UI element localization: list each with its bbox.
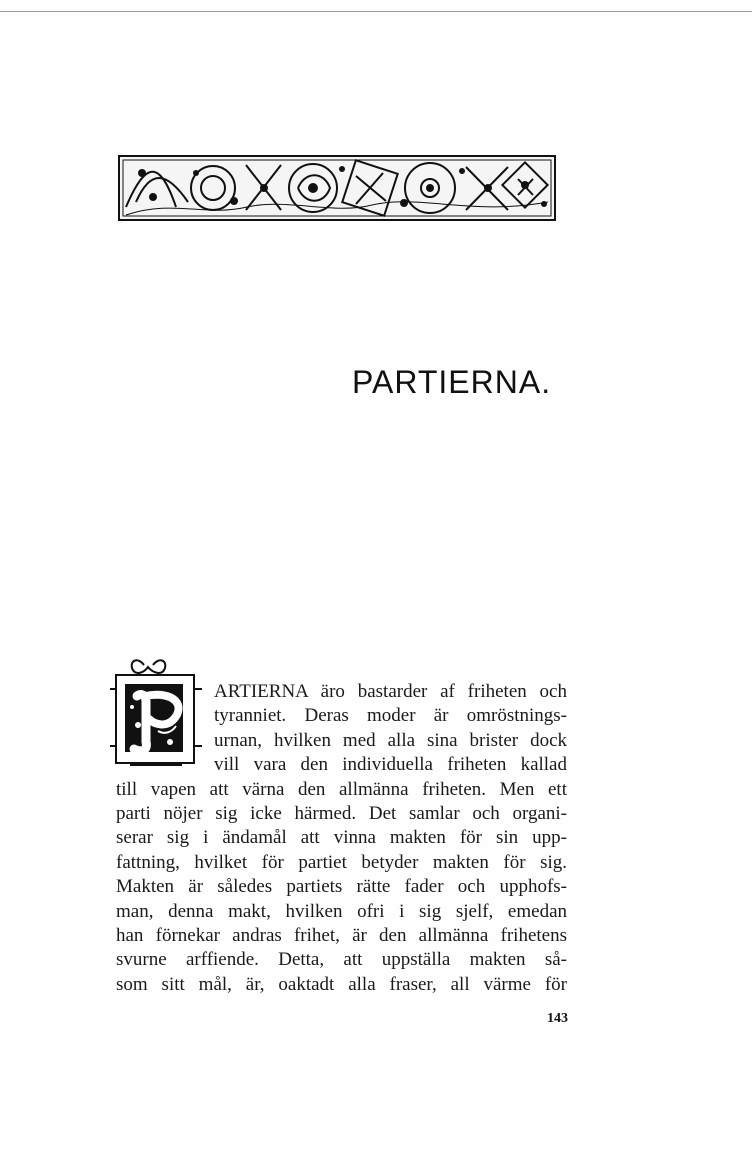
paragraph-line: som sitt mål, är, oaktadt alla fraser, all värme för: [116, 973, 567, 995]
paragraph-line: han förnekar andras frihet, är den allmänna frihetens: [116, 924, 567, 946]
paragraph-line: serar sig i ändamål att vinna makten för sin upp-: [116, 827, 567, 849]
paragraph-line: parti nöjer sig icke härmed. Det samlar och organi-: [116, 802, 567, 824]
paragraph-line: vill vara den individuella friheten kallad: [214, 754, 567, 776]
chapter-title: PARTIERNA.: [352, 364, 552, 400]
page-number: 143: [547, 1011, 568, 1026]
paragraph-line: tyranniet. Deras moder är omröstnings-: [214, 705, 567, 727]
top-rule: [0, 11, 752, 12]
paragraph-line: svurne arffiende. Detta, att uppställa makten så-: [116, 949, 567, 971]
paragraph-line: man, denna makt, hvilken ofri i sig sjelf, emedan: [116, 900, 567, 922]
paragraph-line: Makten är således partiets rätte fader och upphofs-: [116, 876, 567, 898]
paragraph-line: ARTIERNA äro bastarder af friheten och: [214, 681, 567, 702]
body-paragraph: [116, 680, 567, 997]
paragraph-line: till vapen att värna den allmänna friheten. Men ett: [116, 778, 567, 800]
paragraph-line: fattning, hvilket för partiet betyder makten för sig.: [116, 851, 567, 873]
header-ornament-icon: [118, 155, 556, 221]
drop-cap-letter: P: [110, 656, 111, 657]
paragraph-line: urnan, hvilken med alla sina brister dock: [214, 729, 567, 751]
